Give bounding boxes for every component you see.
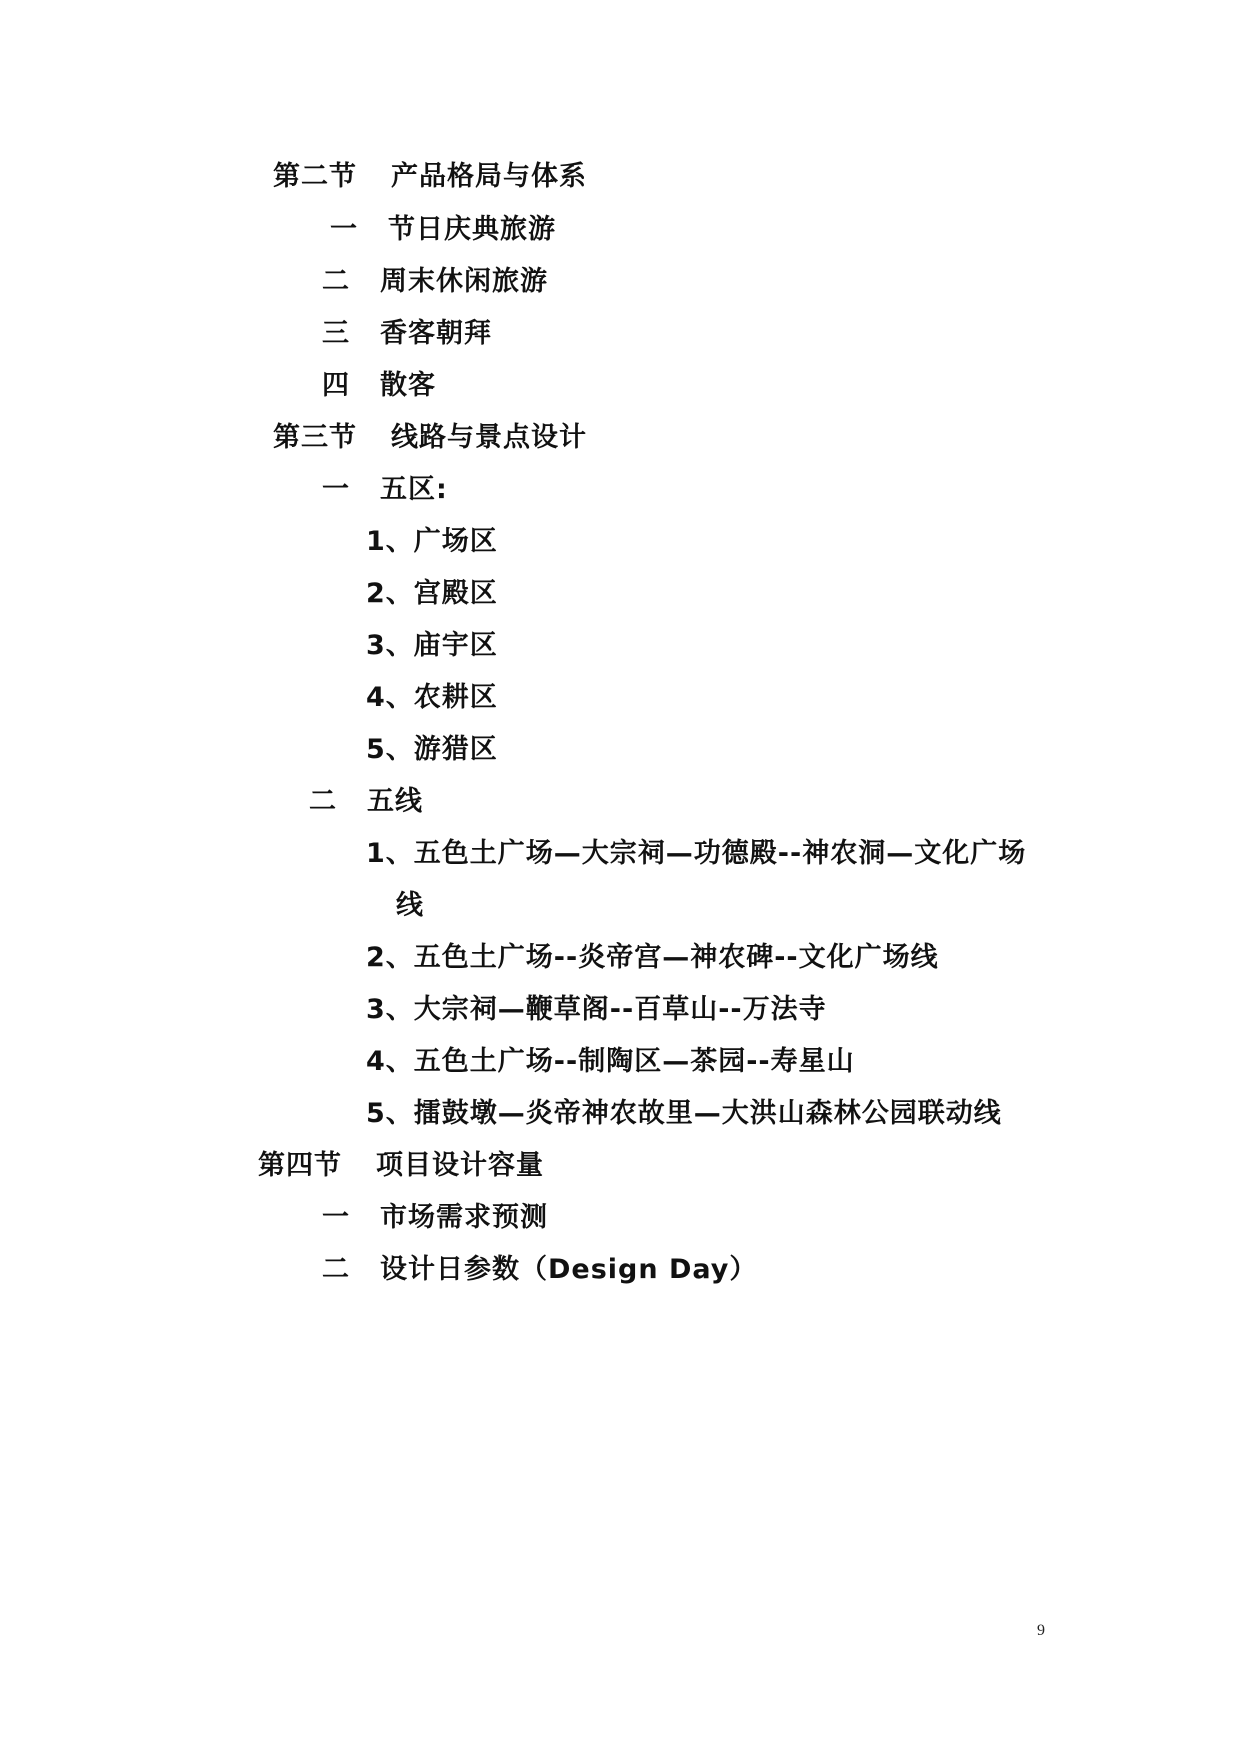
item-number: 二 <box>309 786 337 817</box>
subitem-text: 宫殿区 <box>413 578 498 609</box>
item-text: 五线 <box>367 786 423 817</box>
item-number: 二 <box>322 266 350 297</box>
outline-subitem <box>366 733 498 767</box>
subitem-number: 5、 <box>366 734 414 765</box>
subitem-number: 2、 <box>366 578 414 609</box>
outline-subitem <box>366 577 498 611</box>
subitem-number: 1、 <box>366 838 414 869</box>
item-text: 周末休闲旅游 <box>380 266 548 297</box>
subitem-text: 五色土广场—大宗祠—功德殿--神农洞—文化广场 <box>413 838 1027 869</box>
section-heading <box>273 421 587 455</box>
outline-subitem <box>366 993 827 1027</box>
section-heading <box>273 160 587 194</box>
section-number: 第四节 <box>258 1150 342 1181</box>
subitem-number: 1、 <box>366 526 414 557</box>
subitem-number: 5、 <box>366 1098 414 1129</box>
item-text: 市场需求预测 <box>380 1202 548 1233</box>
subitem-text: 广场区 <box>413 526 498 557</box>
outline-item <box>322 1253 757 1287</box>
subitem-text: 五色土广场--炎帝宫—神农碑--文化广场线 <box>413 942 939 973</box>
item-text: 香客朝拜 <box>380 318 492 349</box>
subitem-number: 2、 <box>366 942 414 973</box>
item-number: 二 <box>322 1254 350 1285</box>
subitem-number: 3、 <box>366 630 414 661</box>
outline-item <box>322 265 548 299</box>
outline-subitem <box>366 941 939 975</box>
item-number: 三 <box>322 318 350 349</box>
outline-subitem <box>366 681 498 715</box>
outline-subitem <box>366 525 498 559</box>
section-number: 第三节 <box>273 422 357 453</box>
outline-item <box>309 785 423 819</box>
subitem-number: 4、 <box>366 682 414 713</box>
subitem-text: 线 <box>396 890 424 921</box>
page-number: 9 <box>1037 1622 1045 1639</box>
item-number: 一 <box>322 1202 350 1233</box>
subitem-text: 农耕区 <box>413 682 498 713</box>
outline-item <box>322 317 492 351</box>
subitem-number: 3、 <box>366 994 414 1025</box>
outline-item <box>330 213 556 247</box>
subitem-text: 擂鼓墩—炎帝神农故里—大洪山森林公园联动线 <box>413 1098 1002 1129</box>
item-text: 节日庆典旅游 <box>388 214 556 245</box>
section-heading <box>258 1149 544 1183</box>
subitem-text: 大宗祠—鞭草阁--百草山--万法寺 <box>413 994 827 1025</box>
section-title: 产品格局与体系 <box>391 161 587 192</box>
outline-subitem <box>366 1097 1002 1131</box>
item-number: 四 <box>322 370 350 401</box>
section-title: 项目设计容量 <box>376 1150 544 1181</box>
outline-subitem <box>366 629 498 663</box>
outline-item <box>322 1201 548 1235</box>
item-number: 一 <box>330 214 358 245</box>
outline-subitem-continuation <box>396 889 424 923</box>
subitem-text: 庙宇区 <box>413 630 498 661</box>
outline-subitem <box>366 837 1026 871</box>
item-text: 设计日参数（Design Day） <box>380 1254 758 1285</box>
section-title: 线路与景点设计 <box>391 422 587 453</box>
item-text: 散客 <box>380 370 436 401</box>
item-text: 五区: <box>380 474 448 505</box>
outline-item <box>322 473 448 507</box>
outline-item <box>322 369 436 403</box>
subitem-text: 游猎区 <box>413 734 498 765</box>
item-number: 一 <box>322 474 350 505</box>
subitem-text: 五色土广场--制陶区—茶园--寿星山 <box>413 1046 855 1077</box>
outline-subitem <box>366 1045 855 1079</box>
section-number: 第二节 <box>273 161 357 192</box>
subitem-number: 4、 <box>366 1046 414 1077</box>
